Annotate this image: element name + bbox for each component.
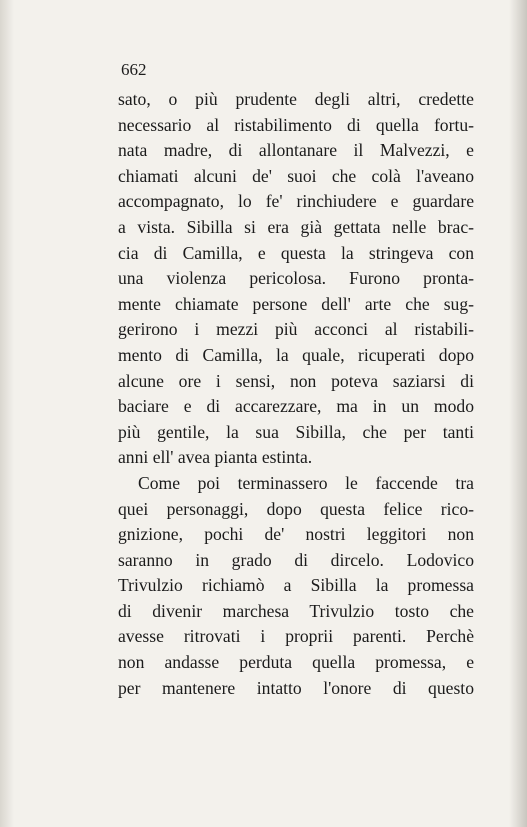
body-text bbox=[118, 87, 474, 701]
text-line: gnizione, pochi de' nostri leggitori non bbox=[118, 524, 474, 545]
text-line: Trivulzio richiamò a Sibilla la promessa bbox=[118, 575, 474, 596]
text-line: alcune ore i sensi, non poteva saziarsi di bbox=[118, 370, 474, 391]
text-line: mento di Camilla, la quale, ricuperati dopo bbox=[118, 344, 474, 365]
text-line: cia di Camilla, e questa la stringeva con bbox=[118, 242, 474, 263]
text-line: accompagnato, lo fe' rinchiudere e guardare bbox=[118, 191, 474, 212]
page-left-edge-shadow bbox=[0, 0, 14, 827]
text-line: nata madre, di allontanare il Malvezzi, e bbox=[118, 140, 474, 161]
text-line: saranno in grado di dircelo. Lodovico bbox=[118, 549, 474, 570]
text-line: quei personaggi, dopo questa felice rico- bbox=[118, 498, 474, 519]
paragraph-last-line: anni ell' avea pianta estinta. bbox=[118, 447, 313, 468]
text-line: a vista. Sibilla si era già gettata nelle brac- bbox=[118, 216, 474, 237]
text-line: mente chiamate persone dell' arte che sug- bbox=[118, 293, 474, 314]
page-right-edge-shadow bbox=[509, 0, 527, 827]
text-line: sato, o più prudente degli altri, credette bbox=[118, 89, 474, 109]
text-line: più gentile, la sua Sibilla, che per tanti bbox=[118, 421, 474, 442]
text-line: non andasse perduta quella promessa, e bbox=[118, 652, 474, 673]
page-number: 662 bbox=[121, 60, 147, 79]
text-line: chiamati alcuni de' suoi che colà l'aveano bbox=[118, 165, 474, 186]
text-line: di divenir marchesa Trivulzio tosto che bbox=[118, 600, 474, 621]
text-line: necessario al ristabilimento di quella fortu- bbox=[118, 114, 474, 135]
text-line: una violenza pericolosa. Furono pronta- bbox=[118, 268, 474, 289]
text-line: per mantenere intatto l'onore di questo bbox=[118, 677, 474, 698]
paragraph-first-line: Come poi terminassero le faccende tra bbox=[138, 472, 474, 493]
text-line: avesse ritrovati i proprii parenti. Perchè bbox=[118, 626, 474, 647]
text-line: gerirono i mezzi più acconci al ristabili- bbox=[118, 319, 474, 340]
text-line: baciare e di accarezzare, ma in un modo bbox=[118, 396, 474, 417]
